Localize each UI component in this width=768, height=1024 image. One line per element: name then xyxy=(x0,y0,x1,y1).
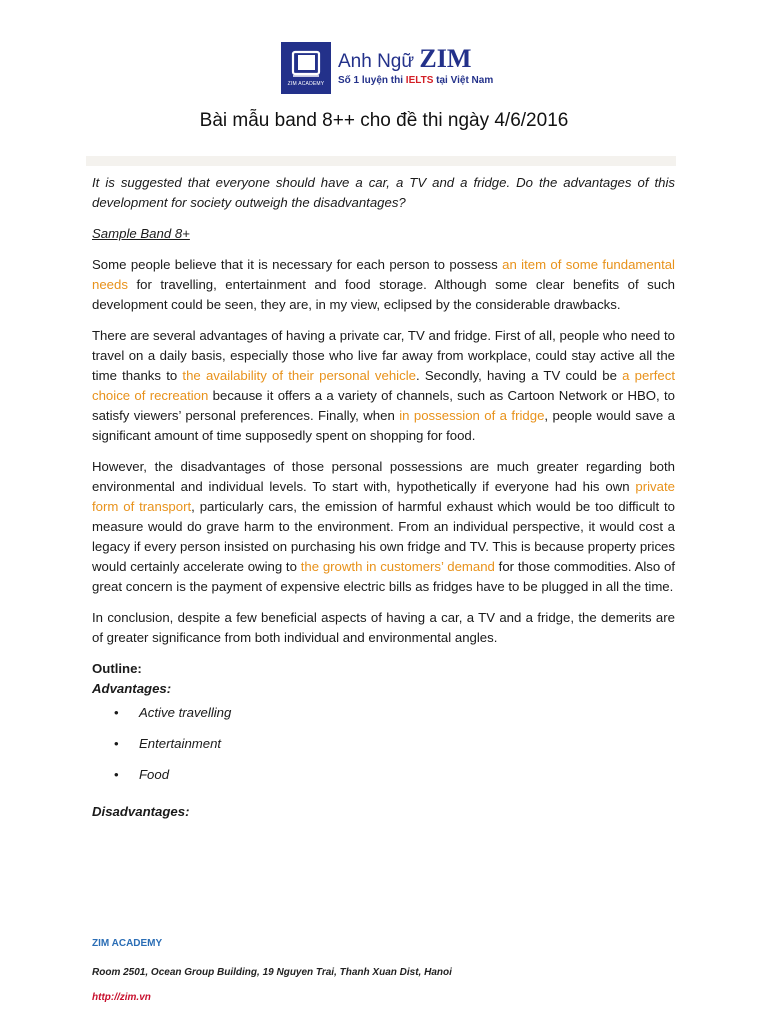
disadvantages-heading: Disadvantages: xyxy=(92,804,190,819)
brand xyxy=(338,44,471,74)
text-run: for those commodities. Also of great concern is the payment of expensive electric bills as fridges have to be plugged in all the time. xyxy=(92,559,676,594)
zim-logo xyxy=(281,42,501,94)
tagline-highlight: IELTS xyxy=(405,75,434,86)
bullet-icon: • xyxy=(114,705,119,720)
advantages-list xyxy=(92,703,675,796)
text-run: However, the disadvantages of those personal possessions are much greater regarding both environmental and individual levels. To start with, hypothetically if everyone had his own xyxy=(92,459,675,494)
highlighted-phrase: private form of transport xyxy=(92,479,675,514)
tagline xyxy=(338,75,493,86)
document-title: Bài mẫu band 8++ cho đề thi ngày 4/6/2016 xyxy=(199,110,569,131)
footer-org: ZIM ACADEMY xyxy=(92,938,163,949)
list-item xyxy=(92,703,675,734)
highlighted-phrase: the growth in customers’ demand xyxy=(300,559,495,574)
text-run: , particularly cars, the emission of harmful exhaust which would be too difficult to measure would do grave harm to the environment. From an individual perspective, it would cost a legacy if every person insisted on purchasing his own fridge and TV. This is because property prices would certainly accelerate owing to xyxy=(92,499,676,574)
essay-body xyxy=(92,173,675,822)
highlighted-phrase: a perfect choice of recreation xyxy=(92,368,675,403)
highlighted-phrase: in possession of a fridge xyxy=(399,408,545,423)
book-icon xyxy=(290,49,322,79)
bullet-icon: • xyxy=(114,736,119,751)
text-run: Some people believe that it is necessary for each person to possess xyxy=(92,257,503,272)
footer-website-link[interactable]: http://zim.vn xyxy=(92,992,151,1003)
header-divider-band xyxy=(86,156,676,166)
footer-address: Room 2501, Ocean Group Building, 19 Nguyen Trai, Thanh Xuan Dist, Hanoi xyxy=(92,967,452,978)
outline-heading: Outline: xyxy=(92,661,142,676)
brand-prefix: Anh Ngữ xyxy=(338,51,420,72)
sample-heading: Sample Band 8+ xyxy=(92,226,190,241)
paragraph-intro xyxy=(92,255,675,315)
list-item-label: Food xyxy=(139,767,170,782)
page-footer xyxy=(92,938,452,1003)
text-run: . Secondly, having a TV could be xyxy=(415,368,623,383)
bullet-icon: • xyxy=(114,767,119,782)
brand-name: ZIM xyxy=(419,44,472,73)
tagline-tail: tại Việt Nam xyxy=(433,75,494,86)
text-run: , people would save a significant amount of time supposedly spent on shopping for food. xyxy=(92,408,675,443)
text-run: because it offers a a variety of channels, such as Cartoon Network or HBO, to satisfy viewers’ personal preferences. Finally, when xyxy=(92,388,675,423)
tagline-lead: Số 1 luyện thi xyxy=(338,75,406,86)
highlighted-phrase: the availability of their personal vehicle xyxy=(182,368,416,383)
list-item-label: Entertainment xyxy=(139,736,222,751)
text-run: for travelling, entertainment and food storage. Although some clear benefits of such development could be seen, they are, in my view, eclipsed by the considerable drawbacks. xyxy=(92,277,675,312)
paragraph-disadvantages xyxy=(92,457,675,597)
logo-caption: ZIM ACADEMY xyxy=(287,81,325,87)
highlighted-phrase: an item of some fundamental needs xyxy=(92,257,675,292)
essay-question: It is suggested that everyone should have a car, a TV and a fridge. Do the advantages of this development for society outweigh the disadvantages? xyxy=(92,175,675,210)
logo-emblem xyxy=(281,42,331,94)
list-item xyxy=(92,734,675,765)
text-run: There are several advantages of having a private car, TV and fridge. First of all, people who need to travel on a daily basis, especially those who live far away from workplace, could stay active all the time thanks to xyxy=(92,328,675,383)
paragraph-advantages xyxy=(92,326,675,446)
paragraph-conclusion: In conclusion, despite a few beneficial aspects of having a car, a TV and a fridge, the demerits are of greater significance from both individual and environmental angles. xyxy=(92,610,675,645)
list-item xyxy=(92,765,675,796)
list-item-label: Active travelling xyxy=(139,705,232,720)
advantages-heading: Advantages: xyxy=(92,681,172,696)
